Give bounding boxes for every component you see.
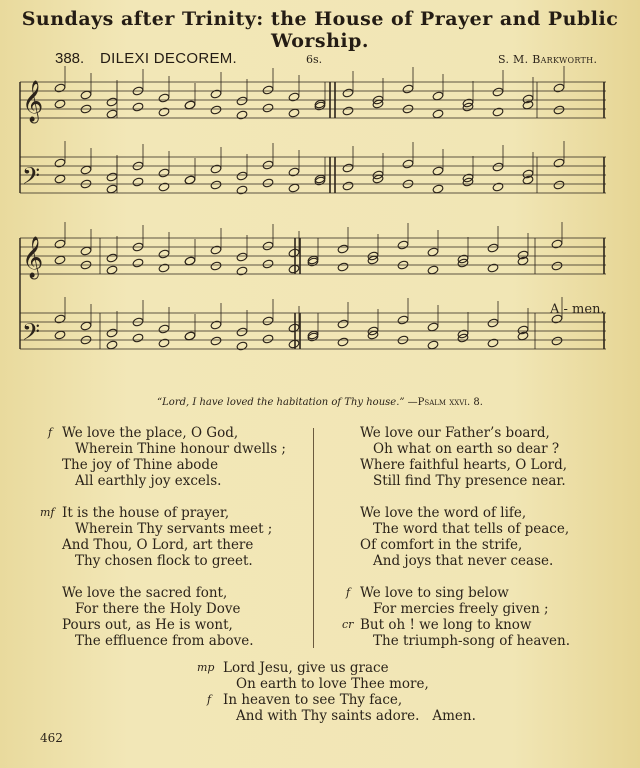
dynamic-mark: f	[207, 693, 212, 706]
note-head	[158, 338, 170, 348]
verse-line: And Thou, O Lord, art there	[62, 537, 254, 553]
verse-line-text: And with Thy saints adore.	[236, 708, 420, 724]
note-head	[132, 102, 144, 112]
note-head	[432, 184, 444, 194]
verse-line: We love to sing below	[360, 585, 509, 601]
note-head	[236, 110, 248, 120]
dynamic-mark: mf	[40, 506, 55, 519]
note-head	[210, 320, 222, 330]
verse-line: Wherein Thy servants meet ;	[75, 521, 273, 537]
note-head	[80, 90, 92, 100]
bass-clef: 𝄢	[22, 162, 41, 195]
note-head	[236, 266, 248, 276]
amen-label: A - men.	[550, 302, 605, 317]
dynamic-mark: f	[346, 586, 351, 599]
verse-line: For there the Holy Dove	[75, 601, 241, 617]
note-head	[262, 103, 274, 113]
verse-line: All earthly joy excels.	[75, 473, 222, 489]
note-head	[184, 100, 196, 110]
note-head	[262, 85, 274, 95]
note-head	[158, 168, 170, 178]
stanza-1	[48, 425, 286, 489]
note-head	[210, 245, 222, 255]
note-head	[262, 178, 274, 188]
note-head	[342, 181, 354, 191]
note-head	[236, 171, 248, 181]
note-head	[106, 253, 118, 263]
note-head	[551, 261, 563, 271]
note-head	[337, 319, 349, 329]
note-head	[184, 256, 196, 266]
note-head	[80, 321, 92, 331]
note-head	[54, 314, 66, 324]
note-head	[158, 93, 170, 103]
verse-line: We love the word of life,	[360, 505, 527, 521]
note-head	[288, 108, 300, 118]
epigraph-source: —Psalm xxvi. 8.	[407, 397, 483, 408]
stanza-4	[360, 425, 570, 489]
note-head	[487, 243, 499, 253]
note-head	[432, 166, 444, 176]
note-head	[132, 333, 144, 343]
page-number: 462	[40, 731, 63, 745]
note-head	[553, 180, 565, 190]
epigraph	[0, 397, 640, 408]
note-head	[342, 88, 354, 98]
note-head	[210, 336, 222, 346]
note-head	[288, 92, 300, 102]
note-head	[262, 316, 274, 326]
treble-clef: 𝄞	[22, 237, 44, 278]
dynamic-mark: f	[48, 426, 53, 439]
note-head	[553, 105, 565, 115]
note-head	[106, 184, 118, 194]
note-head	[106, 265, 118, 275]
note-head	[342, 163, 354, 173]
note-head	[492, 107, 504, 117]
note-head	[288, 248, 300, 258]
dynamic-mark: mp	[197, 661, 215, 674]
page-header: Sundays after Trinity: the House of Prayer and Public Worship.	[21, 8, 619, 52]
note-head	[210, 105, 222, 115]
note-head	[184, 331, 196, 341]
note-head	[210, 261, 222, 271]
verse-line: Still find Thy presence near.	[373, 473, 566, 489]
note-head	[158, 263, 170, 273]
note-head	[427, 247, 439, 257]
note-head	[342, 106, 354, 116]
note-head	[427, 265, 439, 275]
note-head	[487, 338, 499, 348]
tune-name: DILEXI DECOREM.	[100, 50, 238, 67]
verse-line: Wherein Thine honour dwells ;	[75, 441, 286, 457]
note-head	[236, 185, 248, 195]
note-head	[288, 167, 300, 177]
note-head	[106, 172, 118, 182]
note-head	[487, 318, 499, 328]
note-head	[54, 83, 66, 93]
note-head	[551, 336, 563, 346]
note-head	[427, 340, 439, 350]
note-head	[337, 244, 349, 254]
verse-line: We love the place, O God,	[62, 425, 239, 441]
final-amen: Amen.	[432, 708, 476, 724]
note-head	[262, 241, 274, 251]
note-head	[288, 264, 300, 274]
note-head	[158, 107, 170, 117]
note-head	[288, 323, 300, 333]
note-head	[80, 246, 92, 256]
note-head	[432, 109, 444, 119]
note-head	[262, 259, 274, 269]
stanza-5	[360, 505, 570, 569]
note-head	[492, 162, 504, 172]
hymn-meter: 6s.	[306, 53, 323, 66]
note-head	[158, 182, 170, 192]
note-head	[54, 239, 66, 249]
note-head	[397, 315, 409, 325]
note-head	[397, 240, 409, 250]
note-head	[54, 330, 66, 340]
right-verse-column	[342, 425, 571, 665]
epigraph-quote: “Lord, I have loved the habitation of Thy house.”	[157, 397, 405, 408]
note-head	[427, 322, 439, 332]
stanza-6	[342, 585, 571, 649]
stanza-2	[40, 505, 286, 569]
note-head	[236, 341, 248, 351]
left-verse-column	[40, 425, 286, 665]
note-head	[54, 99, 66, 109]
verse-line: Oh what on earth so dear ?	[373, 441, 560, 457]
column-divider	[313, 428, 314, 648]
note-head	[158, 324, 170, 334]
note-head	[487, 263, 499, 273]
note-head	[402, 84, 414, 94]
note-head	[262, 160, 274, 170]
note-head	[132, 258, 144, 268]
verse-line: On earth to love Thee more,	[236, 676, 429, 692]
verse-line: For mercies freely given ;	[373, 601, 549, 617]
note-head	[337, 262, 349, 272]
note-head	[236, 252, 248, 262]
treble-clef: 𝄞	[22, 81, 44, 122]
note-head	[288, 183, 300, 193]
note-head	[492, 87, 504, 97]
note-head	[210, 164, 222, 174]
hymn-number: 388.	[55, 50, 85, 67]
verse-line	[223, 708, 476, 724]
verse-line: And joys that never cease.	[373, 553, 554, 569]
note-head	[551, 239, 563, 249]
verse-line: Pours out, as He is wont,	[62, 617, 233, 633]
note-head	[402, 159, 414, 169]
verse-line: In heaven to see Thy face,	[223, 692, 403, 708]
note-head	[262, 334, 274, 344]
note-head	[54, 255, 66, 265]
note-head	[553, 158, 565, 168]
verse-line: Where faithful hearts, O Lord,	[360, 457, 568, 473]
verse-line: The triumph-song of heaven.	[373, 633, 571, 649]
composer-name: S. M. Barkworth.	[498, 53, 598, 66]
note-head	[553, 83, 565, 93]
note-head	[132, 177, 144, 187]
stanza-3	[62, 585, 286, 649]
note-head	[432, 91, 444, 101]
note-head	[54, 158, 66, 168]
note-head	[210, 89, 222, 99]
note-head	[337, 337, 349, 347]
note-head	[106, 97, 118, 107]
note-head	[236, 327, 248, 337]
note-head	[210, 180, 222, 190]
verse-line: The effluence from above.	[75, 633, 254, 649]
verse-line: It is the house of prayer,	[62, 505, 230, 521]
verse-line: We love our Father’s board,	[360, 425, 550, 441]
note-head	[106, 109, 118, 119]
note-head	[106, 328, 118, 338]
note-head	[80, 165, 92, 175]
final-stanza	[197, 660, 476, 724]
note-head	[158, 249, 170, 259]
verse-line: The word that tells of peace,	[373, 521, 570, 537]
bass-clef: 𝄢	[22, 318, 41, 351]
note-head	[492, 182, 504, 192]
dynamic-mark: cr	[342, 618, 354, 631]
note-head	[54, 174, 66, 184]
verse-line: But oh ! we long to know	[360, 617, 532, 633]
verse-line: We love the sacred font,	[62, 585, 228, 601]
note-head	[288, 339, 300, 349]
verse-line: Lord Jesu, give us grace	[223, 660, 389, 676]
verse-line: The joy of Thine abode	[62, 457, 219, 473]
verse-line: Thy chosen flock to greet.	[75, 553, 253, 569]
note-head	[184, 175, 196, 185]
verse-line: Of comfort in the strife,	[360, 537, 523, 553]
note-head	[236, 96, 248, 106]
note-head	[106, 340, 118, 350]
